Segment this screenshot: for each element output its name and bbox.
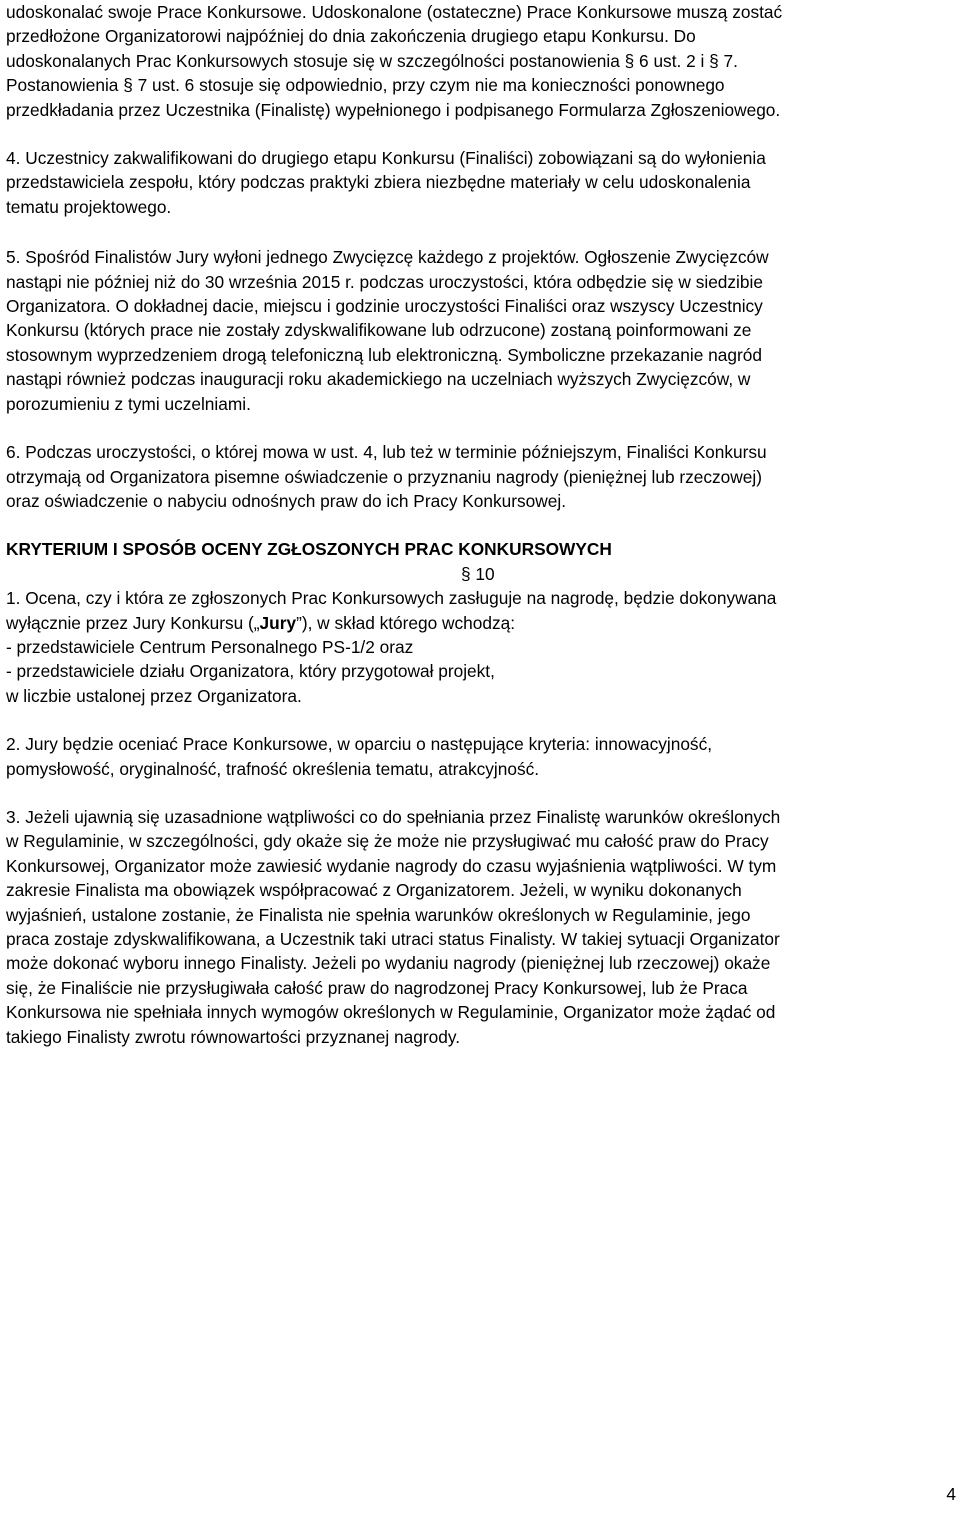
text-line: zakresie Finalista ma obowiązek współpracować z Organizatorem. Jeżeli, w wyniku dokonanych <box>6 880 742 901</box>
criteria-paragraph-2 <box>6 732 956 781</box>
text-line: - przedstawiciele działu Organizatora, który przygotował projekt, <box>6 661 495 682</box>
text-line: pomysłowość, oryginalność, trafność określenia tematu, atrakcyjność. <box>6 758 540 779</box>
text-line: przedłożone Organizatorowi najpóźniej do dnia zakończenia drugiego etapu Konkursu. Do <box>6 26 696 47</box>
paragraph-4 <box>6 146 956 219</box>
text-line: udoskonalać swoje Prace Konkursowe. Udoskonalone (ostateczne) Prace Konkursowe muszą zostać <box>6 2 783 22</box>
text-line: się, że Finaliście nie przysługiwała całość praw do nagrodzonej Pracy Konkursowej, lub że Praca <box>6 977 748 998</box>
text-line: takiego Finalisty zwrotu równowartości przyznanej nagrody. <box>6 1026 460 1047</box>
text-line: wyjaśnień, ustalone zostanie, że Finalista nie spełnia warunków określonych w Regulaminie, jego <box>6 904 751 925</box>
text-line: w Regulaminie, w szczególności, gdy okaże się że może nie przysługiwać mu całość praw do Pracy <box>6 831 769 852</box>
text-line: otrzymają od Organizatora pisemne oświadczenie o przyznaniu nagrody (pieniężnej lub rzeczowej) <box>6 466 762 487</box>
paragraph-5 <box>6 245 956 416</box>
text-line: przedkładania przez Uczestnika (Finalistę) wypełnionego i podpisanego Formularza Zgłoszeniowego. <box>6 99 781 120</box>
criteria-paragraph-3 <box>6 805 956 1049</box>
text-line: praca zostaje zdyskwalifikowana, a Uczestnik taki utraci status Finalisty. W takiej sytuacji Organizator <box>6 929 780 949</box>
text-run: ”), w skład którego wchodzą: <box>296 612 516 633</box>
text-line: 3. Jeżeli ujawnią się uzasadnione wątpliwości co do spełniania przez Finalistę warunków określonych <box>6 806 781 827</box>
text-line: porozumieniu z tymi uczelniami. <box>6 393 251 414</box>
text-line: 1. Ocena, czy i która ze zgłoszonych Prac Konkursowych zasługuje na nagrodę, będzie dokonywana <box>6 588 777 609</box>
text-line: Konkursowa nie spełniała innych wymogów określonych w Regulaminie, Organizator może żądać od <box>6 1002 776 1023</box>
text-line: - przedstawiciele Centrum Personalnego PS-1/2 oraz <box>6 636 414 657</box>
document-page <box>6 0 956 1049</box>
paragraph-continuation <box>6 0 956 122</box>
text-line: udoskonalanych Prac Konkursowych stosuje się w szczególności postanowienia § 6 ust. 2 i § 7. <box>6 50 738 71</box>
section-heading: KRYTERIUM I SPOSÓB OCENY ZGŁOSZONYCH PRAC KONKURSOWYCH <box>6 539 612 560</box>
text-line: w liczbie ustalonej przez Organizatora. <box>6 685 302 706</box>
text-line: nastąpi nie później niż do 30 września 2015 r. podczas uroczystości, która odbędzie się w siedzibie <box>6 271 763 292</box>
paragraph-6 <box>6 440 956 513</box>
text-line: oraz oświadczenie o nabyciu odnośnych praw do ich Pracy Konkursowej. <box>6 490 567 511</box>
text-line <box>6 611 956 635</box>
text-line: przedstawiciela zespołu, który podczas praktyki zbiera niezbędne materiały w celu udoskonalenia <box>6 172 751 193</box>
text-line: tematu projektowego. <box>6 196 172 217</box>
text-line: 4. Uczestnicy zakwalifikowani do drugiego etapu Konkursu (Finaliści) zobowiązani są do wyłonienia <box>6 148 766 169</box>
criteria-paragraph-1 <box>6 586 956 708</box>
text-line: Organizatora. O dokładnej dacie, miejscu i godzinie uroczystości Finaliści oraz wszyscy Uczestnicy <box>6 296 763 317</box>
text-line: Konkursu (których prace nie zostały zdyskwalifikowane lub odrzucone) zostaną poinformowani ze <box>6 320 752 341</box>
text-line: 2. Jury będzie oceniać Prace Konkursowe, w oparciu o następujące kryteria: innowacyjność, <box>6 734 713 755</box>
text-line: nastąpi również podczas inauguracji roku akademickiego na uczelniach wyższych Zwycięzców, w <box>6 369 751 390</box>
text-line: 5. Spośród Finalistów Jury wyłoni jednego Zwycięzcę każdego z projektów. Ogłoszenie Zwycięzców <box>6 247 769 268</box>
jury-term: Jury <box>259 612 297 633</box>
page-number: 4 <box>946 1484 956 1504</box>
text-line: Konkursowej, Organizator może zawiesić wydanie nagrody do czasu wyjaśnienia wątpliwości. W tym <box>6 855 777 876</box>
text-line: 6. Podczas uroczystości, o której mowa w ust. 4, lub też w terminie późniejszym, Finaliści Konkursu <box>6 442 767 463</box>
section-number: § 10 <box>461 563 495 584</box>
text-line: stosownym wyprzedzeniem drogą telefoniczną lub elektroniczną. Symboliczne przekazanie nagród <box>6 344 762 365</box>
text-run: wyłącznie przez Jury Konkursu („ <box>6 612 260 633</box>
text-line: może dokonać wyboru innego Finalisty. Jeżeli po wydaniu nagrody (pieniężnej lub rzeczowej) okaże <box>6 953 771 974</box>
text-line: Postanowienia § 7 ust. 6 stosuje się odpowiednio, przy czym nie ma konieczności ponownego <box>6 75 725 96</box>
